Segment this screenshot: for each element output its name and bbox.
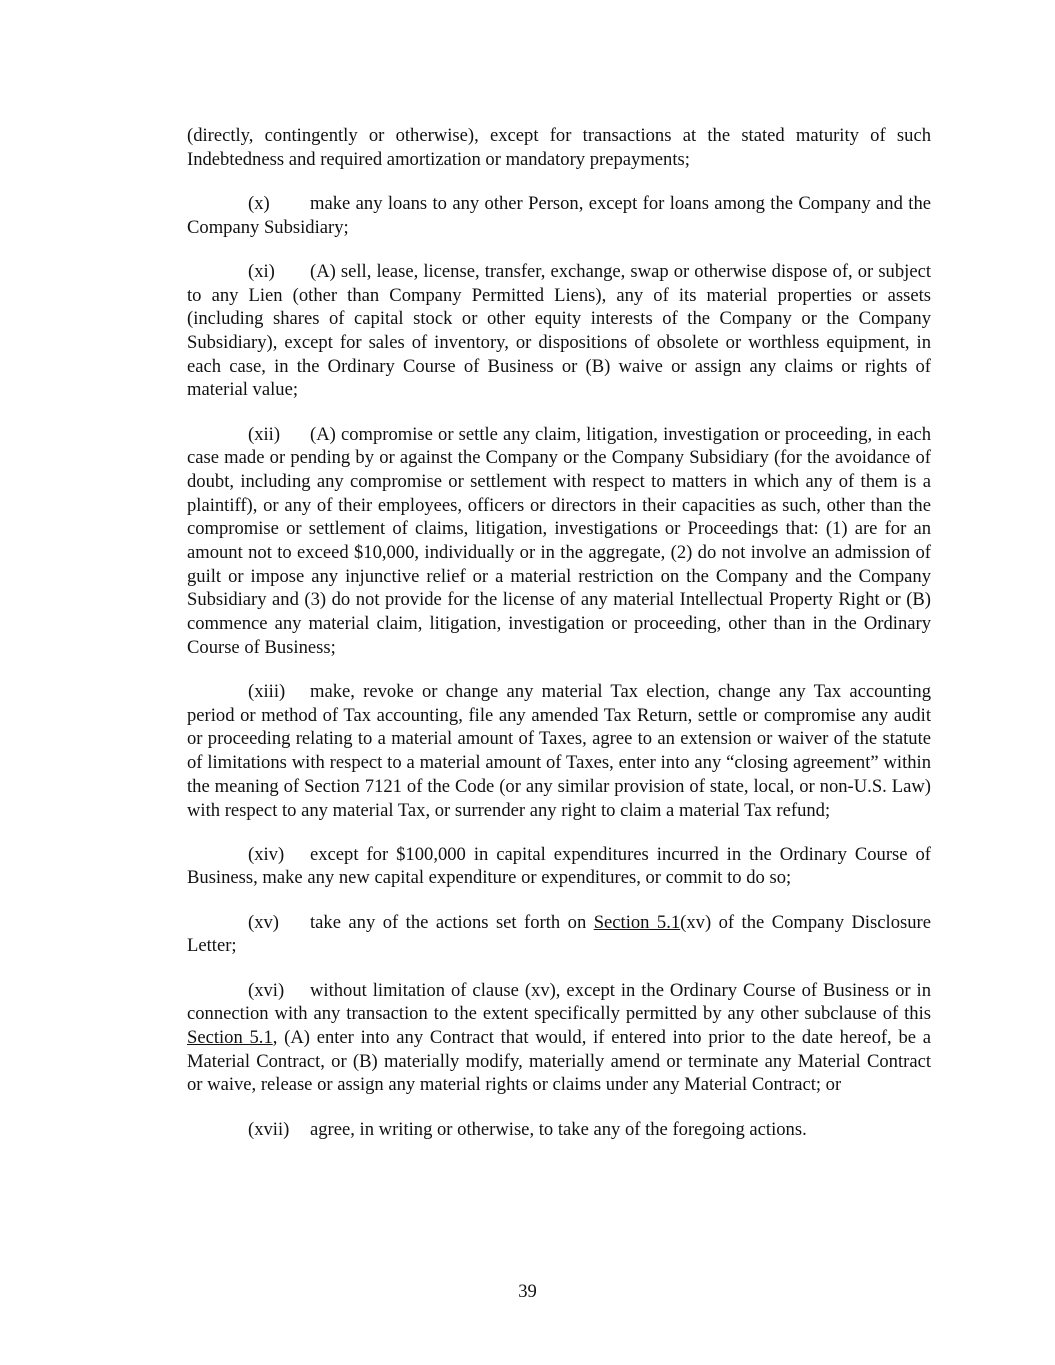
clause-text: (A) compromise or settle any claim, litigation, investigation or proceeding, in each case made or pending by or against the Company or the Company Subsidiary (for the avoidance of doubt, including any compromise or settlement with respect to matters in which any of them is a plaintiff), or any of their employees, officers or directors in their capacities as such, other than the compromise or settlement of claims, litigation, investigations or Proceedings that: (1) are for an amount not to exceed $10,000, individually or in the aggregate, (2) do not involve an admission of guilt or impose any injunctive relief or a material restriction on the Company and the Company Subsidiary and (3) do not provide for the license of any material Intellectual Property Right or (B) commence any material claim, litigation, investigation or proceeding, other than in the Ordinary Course of Business; bbox=[187, 423, 931, 658]
clause-text-before: without limitation of clause (xv), except in the Ordinary Course of Business or in connection with any transaction to the extent specifically permitted by any other subclause of this bbox=[187, 979, 931, 1025]
clause-xvii bbox=[187, 1118, 931, 1142]
clause-text: agree, in writing or otherwise, to take any of the foregoing actions. bbox=[310, 1118, 807, 1140]
clause-number: (xiv) bbox=[248, 843, 285, 865]
page-number: 39 bbox=[518, 1281, 537, 1302]
clause-text: make any loans to any other Person, except for loans among the Company and the Company Subsidiary; bbox=[187, 192, 931, 238]
clause-text: (A) sell, lease, license, transfer, exchange, swap or otherwise dispose of, or subject to any Lien (other than Company Permitted Liens), any of its material properties or assets (including shares of capital stock or other equity interests of the Company or the Company Subsidiary), except for sales of inventory, or dispositions of obsolete or worthless equipment, in each case, in the Ordinary Course of Business or (B) waive or assign any claims or rights of material value; bbox=[187, 260, 931, 401]
clause-text: except for $100,000 in capital expenditures incurred in the Ordinary Course of Business, make any new capital expenditure or expenditures, or commit to do so; bbox=[187, 843, 931, 889]
clause-text-before: take any of the actions set forth on bbox=[310, 911, 594, 933]
clause-x bbox=[187, 192, 931, 239]
clause-number: (xvi) bbox=[248, 979, 285, 1001]
clause-number: (x) bbox=[248, 192, 270, 214]
clause-xiv bbox=[187, 843, 931, 890]
clause-text-after: , (A) enter into any Contract that would, if entered into prior to the date hereof, be a Material Contract, or (B) materially modify, materially amend or terminate any Material Contract or waive, release or assign any material rights or claims under any Material Contract; or bbox=[187, 1027, 931, 1096]
clause-xiii bbox=[187, 680, 931, 822]
section-reference-link[interactable]: Section 5.1 bbox=[187, 1027, 273, 1048]
clause-text: make, revoke or change any material Tax election, change any Tax accounting period or method of Tax accounting, file any amended Tax Return, settle or compromise any audit or proceeding relating to a material amount of Taxes, agree to an extension or waiver of the statute of limitations with respect to a material amount of Taxes, enter into any “closing agreement” within the meaning of Section 7121 of the Code (or any similar provision of state, local, or non-U.S. Law) with respect to any material Tax, or surrender any right to claim a material Tax refund; bbox=[187, 681, 931, 821]
clause-xi bbox=[187, 260, 931, 402]
clause-number: (xii) bbox=[248, 423, 281, 445]
section-reference-link[interactable]: Section 5.1 bbox=[593, 911, 681, 933]
document-body bbox=[187, 124, 931, 1162]
clause-text-after: (xv) of the Company Disclosure Letter; bbox=[187, 911, 931, 957]
clause-number: (xv) bbox=[248, 911, 279, 933]
intro-paragraph: (directly, contingently or otherwise), except for transactions at the stated maturity of such Indebtedness and required amortization or mandatory prepayments; bbox=[187, 125, 931, 170]
clause-xvi bbox=[187, 979, 931, 1098]
clause-number: (xi) bbox=[248, 260, 275, 282]
clause-number: (xvii) bbox=[248, 1118, 290, 1140]
clause-number: (xiii) bbox=[248, 681, 286, 703]
clause-xii bbox=[187, 423, 931, 660]
clause-xv bbox=[187, 911, 931, 958]
